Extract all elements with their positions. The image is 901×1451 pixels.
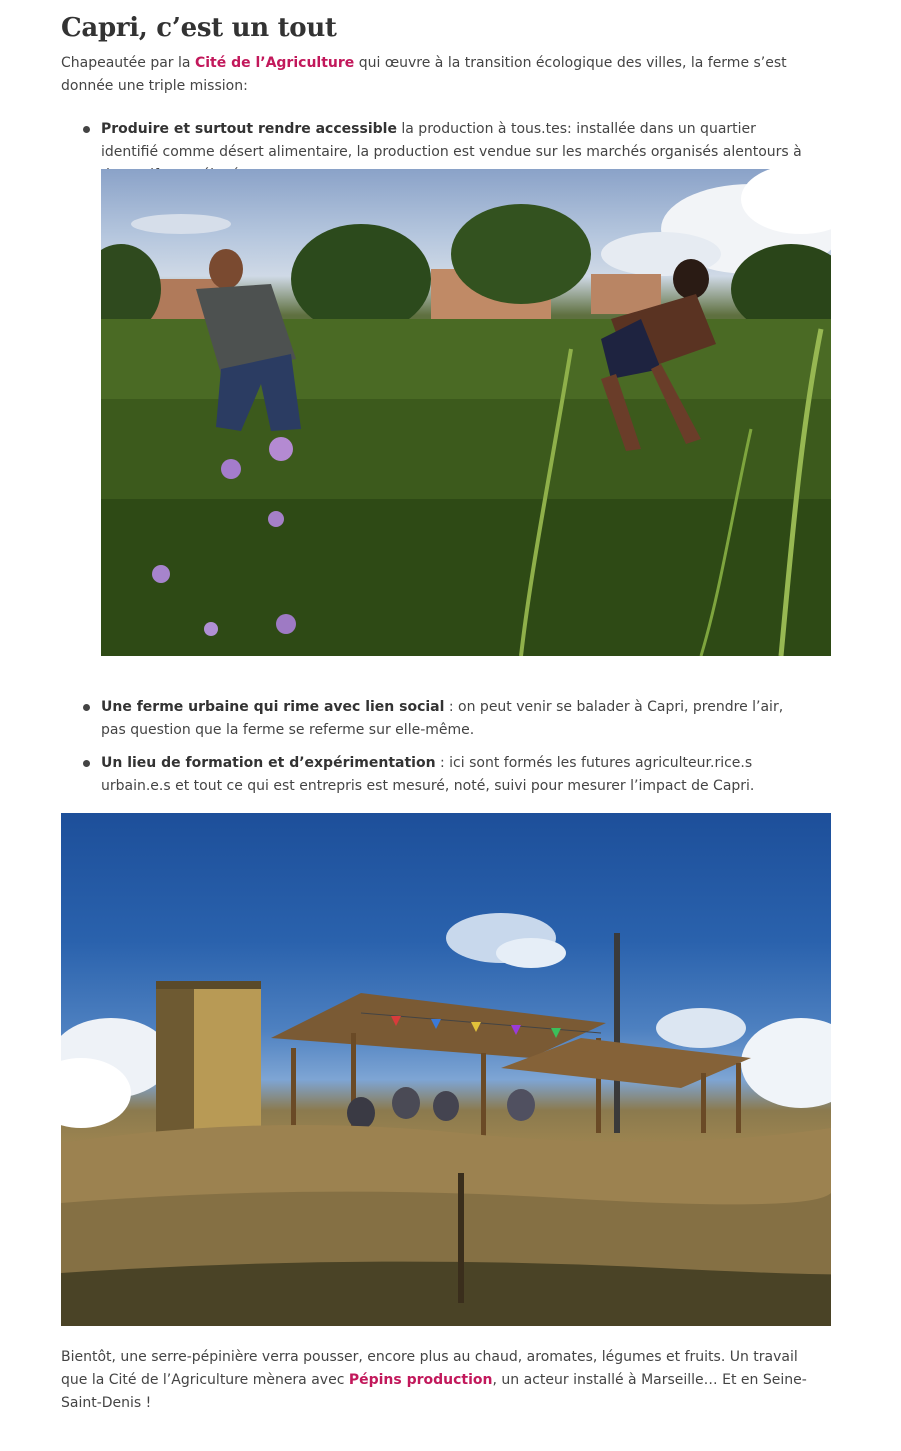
outro-paragraph (61, 1346, 821, 1415)
outro-text-before: Bientôt, une serre-pépinière verra pousser, encore plus au chaud, aromates, légumes et fruits. Un travail que la Cité de l’Agriculture mènera avec (61, 1349, 798, 1388)
intro-text-before: Chapeautée par la (61, 55, 195, 71)
mission-text: : on peut venir se balader à Capri, prendre l’air, pas question que la ferme se referme sur elle-même. (101, 699, 784, 738)
list-item (81, 696, 811, 742)
bullet-icon (83, 704, 90, 711)
garden-workers-photo (101, 169, 831, 656)
cite-agriculture-link[interactable]: Cité de l’Agriculture (194, 55, 355, 71)
garden-photo-illustration (101, 169, 831, 656)
farm-pergola-photo (61, 813, 831, 1326)
farm-photo-illustration (61, 813, 831, 1326)
bullet-icon (83, 760, 90, 767)
article-heading: Capri, c’est un tout (61, 13, 337, 43)
mission-text: : ici sont formés les futures agriculteur.rice.s urbain.e.s et tout ce qui est entrepris est mesuré, noté, suivi pour mesurer l’impact de Capri. (101, 755, 755, 794)
pepins-production-link[interactable]: Pépins production (348, 1372, 493, 1388)
list-item (81, 752, 811, 798)
bullet-icon (83, 126, 90, 133)
mission-list-second (81, 696, 811, 798)
mission-title: Produire et surtout rendre accessible (101, 121, 397, 137)
intro-paragraph (61, 52, 821, 98)
intro-text-after: qui œuvre à la transition écologique des villes, la ferme s’est donnée une triple mission: (61, 55, 787, 94)
outro-text-after: , un acteur installé à Marseille… Et en Seine-Saint-Denis ! (61, 1372, 807, 1411)
mission-text: la production à tous.tes: installée dans un quartier identifié comme désert alimentaire, la production est vendue sur les marchés organisés alentours à (101, 121, 802, 160)
mission-title: Une ferme urbaine qui rime avec lien social (101, 699, 445, 715)
mission-title: Un lieu de formation et d’expérimentation (101, 755, 436, 771)
